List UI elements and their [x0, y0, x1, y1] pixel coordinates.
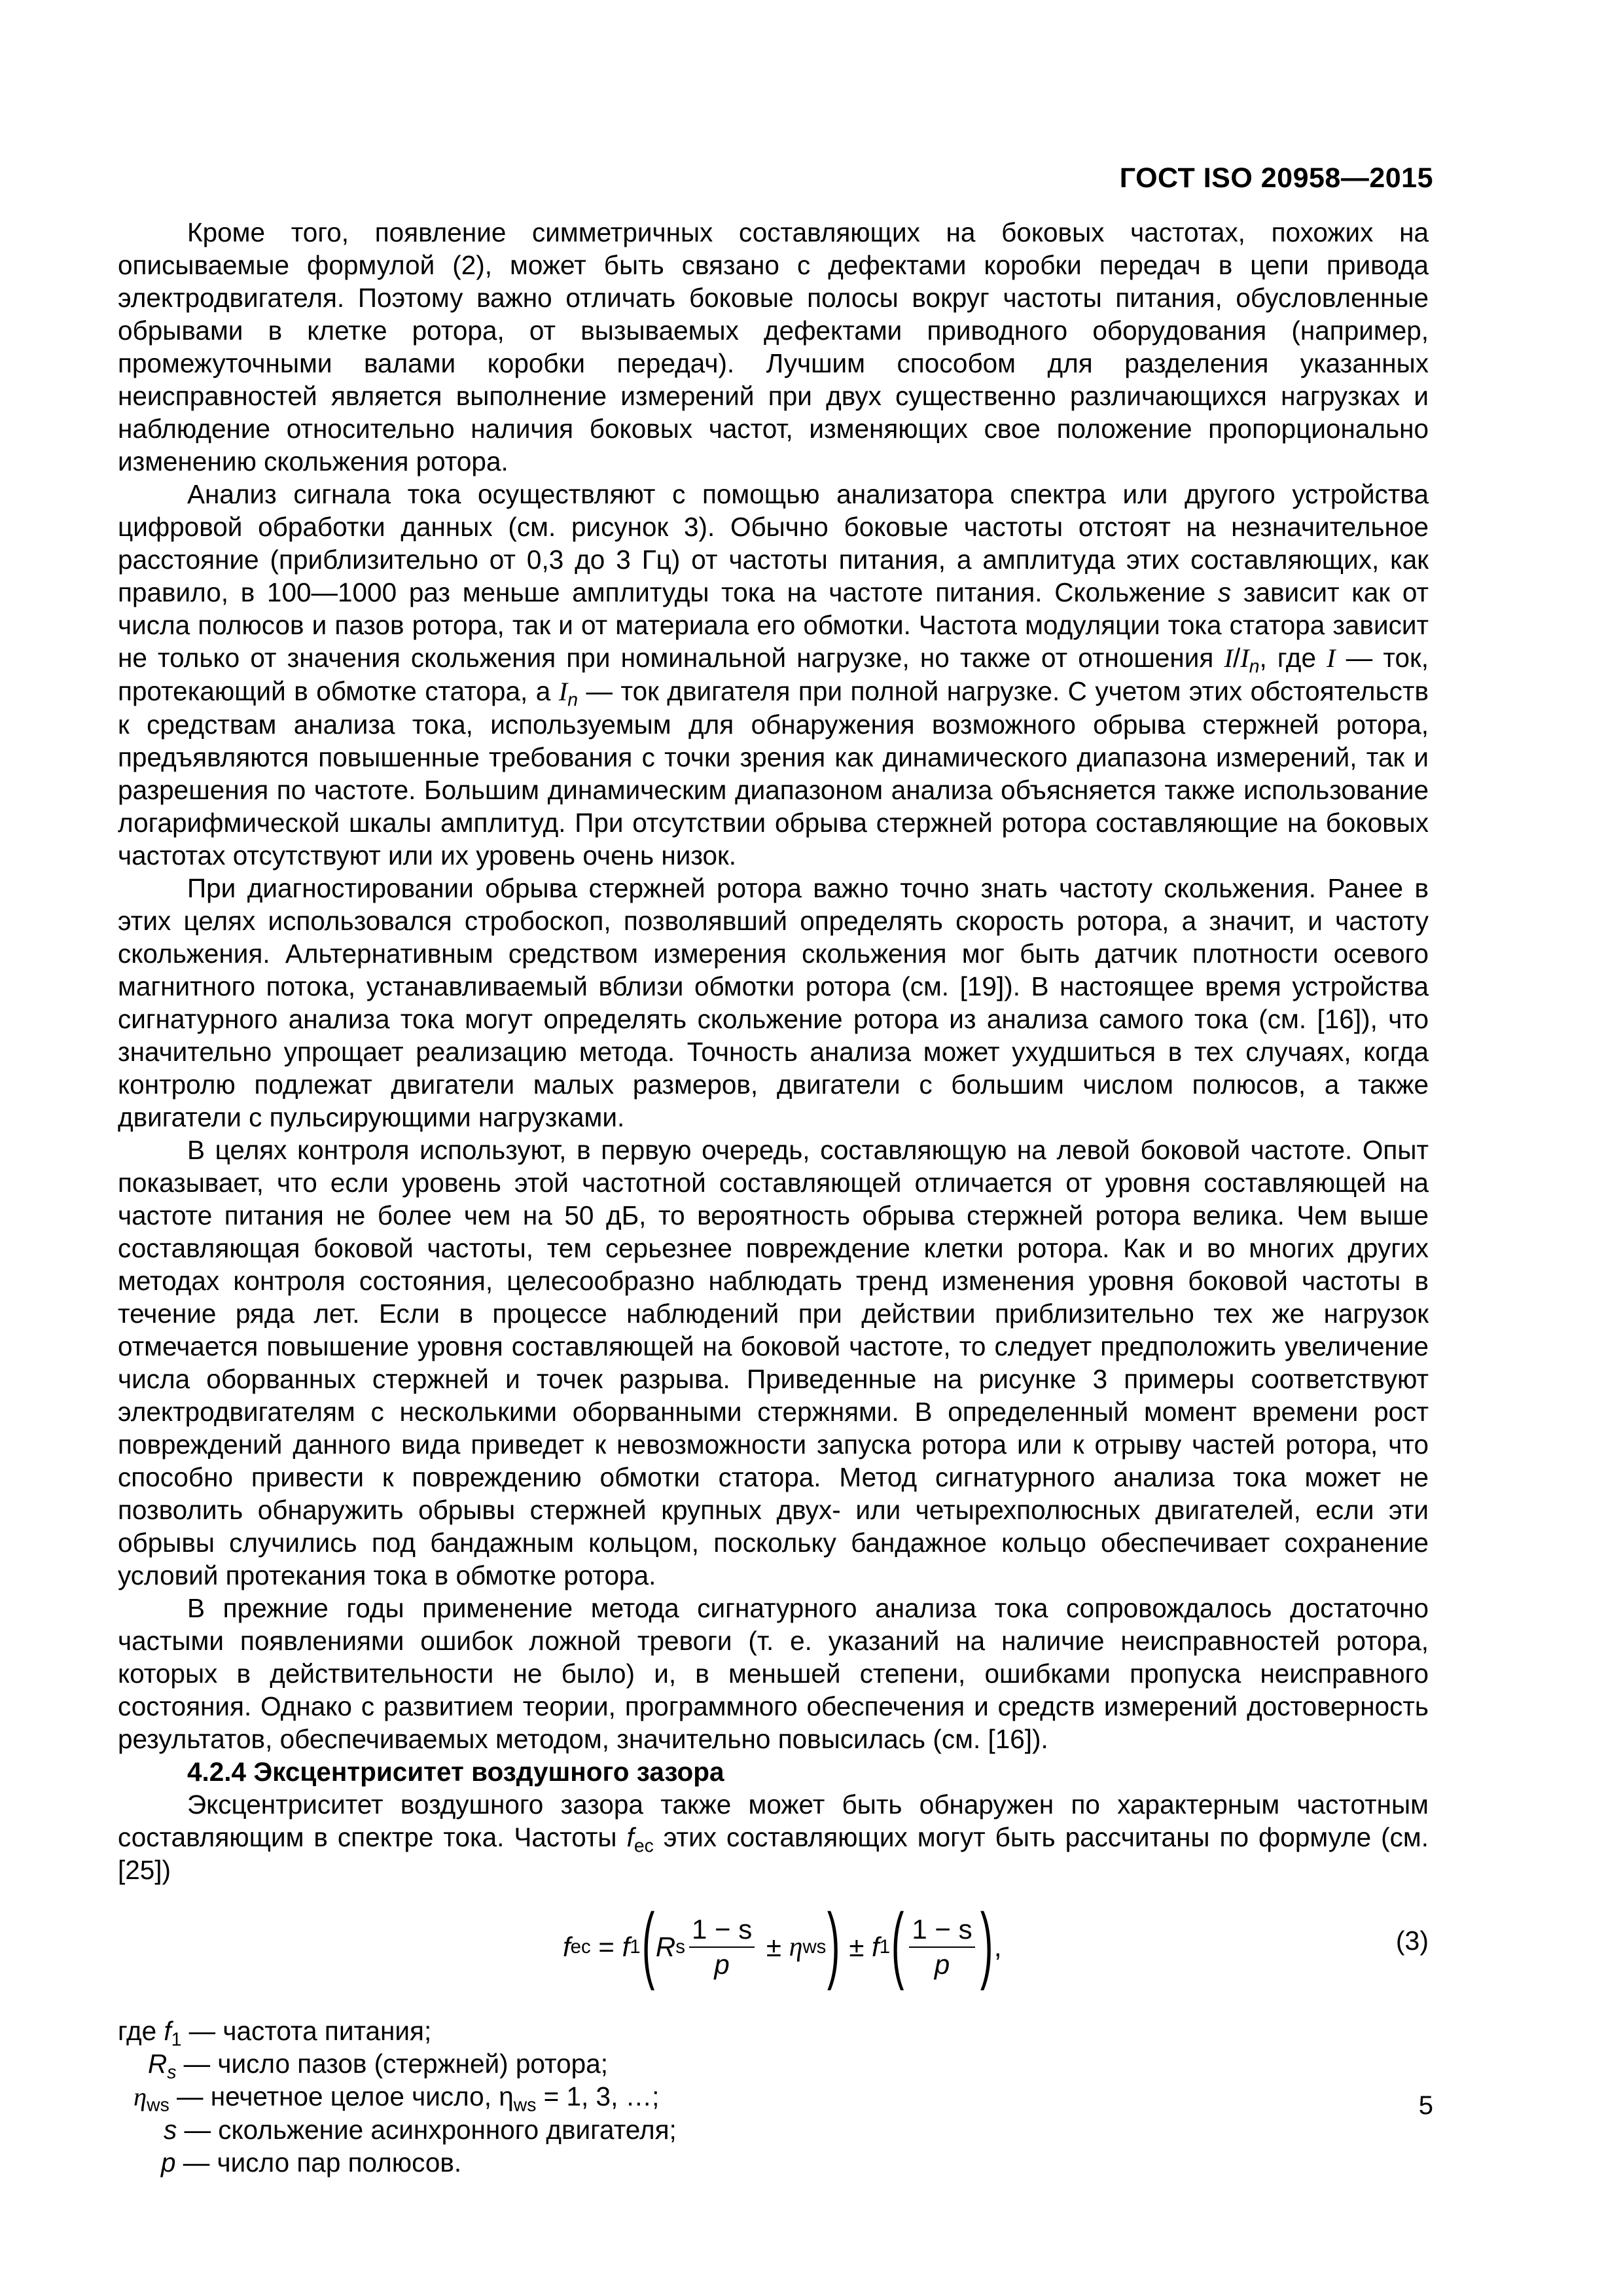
- legend-row-p: p — число пар полюсов.: [161, 2147, 462, 2178]
- legend-row-f1: где $f_1$ — частота питания;: [118, 2016, 432, 2051]
- equation-number: (3): [1395, 1926, 1429, 1956]
- paragraph-5: В прежние годы применение метода сигнатурного анализа тока сопровождалось достаточно частыми появлениями ошибок ложной тревоги (т. е. указаний на наличие неисправностей ротора, которых в действительности не было) и, в меньшей степени, ошибками пропуска неисправного состояния. Однако с развитием теории, программного обеспечения и средств измерений достоверность результатов, обеспечиваемых методом, значительно повысилась (см. [16]).: [118, 1593, 1429, 1754]
- right-paren-2: ): [980, 1895, 993, 1991]
- page-number: 5: [1418, 2091, 1433, 2120]
- fraction-2: $\frac{1 - s}{p}$: [909, 1914, 974, 1981]
- paragraph-2: Анализ сигнала тока осуществляют с помощью анализатора спектра или другого устройства цифровой обработки данных (см. рисунок 3). Обычно боковые частоты отстоят на незначительное расстояние (приблизительно от 0,3 до 3 Гц) от частоты питания, а амплитуда этих составляющих, как правило, в 100—1000 раз меньше амплитуды тока на частоте питания. Скольжение s зависит как от числа полюсов и пазов ротора, так и от материала его обмотки. Частота модуляции тока статора зависит не только от значения скольжения при номинальной нагрузке, но также от отношения $I/I_n$, где I — ток, протекающий в обмотке статора, а $I_n$ — ток двигателя при полной нагрузке. С учетом этих обстоятельств к средствам анализа тока, используемым для обнаружения возможного обрыва стержней ротора, предъявляются повышенные требования с точки зрения как динамического диапазона измерений, так и разрешения по частоте. Большим динамическим диапазоном анализа объясняется также использование логарифмической шкалы амплитуд. При отсутствии обрыва стержней ротора составляющие на боковых частотах отсутствуют или их уровень очень низок.: [118, 479, 1429, 870]
- formula-expression: f ec = f 1 ( R s $\frac{1 - s}{p}$ ± η ws ) ± f 1 ( $\frac{1 - s}{p}$ ) ,: [563, 1895, 1002, 1991]
- formula-legend: [118, 2015, 1429, 2179]
- section-heading: 4.2.4 Эксцентриситет воздушного зазора: [187, 1757, 724, 1787]
- fraction: $\frac{1 - s}{p}$: [689, 1914, 755, 1981]
- paragraph-4: В целях контроля используют, в первую очередь, составляющую на левой боковой частоте. Опыт показывает, что если уровень этой частотной составляющей отличается от уровня составляющей на частоте питания не более чем на 50 дБ, то вероятность обрыва стержней ротора велика. Чем выше составляющая боковой частоты, тем серьезнее повреждение клетки ротора. Как и во многих других методах контроля состояния, целесообразно наблюдать тренд изменения уровня боковой частоты в течение ряда лет. Если в процессе наблюдений при действии приблизительно тех же нагрузок отмечается повышение уровня составляющей на боковой частоте, то следует предположить увеличение числа оборванных стержней и точек разрыва. Приведенные на рисунке 3 примеры соответствуют электродвигателям с несколькими оборванными стержнями. В определенный момент времени рост повреждений данного вида приведет к невозможности запуска ротора или к отрыву частей ротора, что способно привести к повреждению обмотки статора. Метод сигнатурного анализа тока может не позволить обнаружить обрывы стержней крупных двух- или четырехполюсных двигателей, если эти обрывы случились под бандажным кольцом, поскольку бандажное кольцо обеспечивает сохранение условий протекания тока в обмотке ротора.: [118, 1135, 1429, 1590]
- current-symbol: I: [1224, 643, 1233, 673]
- standard-header: ГОСТ ISO 20958—2015: [1119, 162, 1433, 194]
- legend-row-s: s — скольжение асинхронного двигателя;: [164, 2115, 677, 2145]
- left-paren: (: [641, 1895, 655, 1991]
- legend-row-rs: $R_s$ — число пазов (стержней) ротора;: [148, 2049, 608, 2083]
- paragraph-3: При диагностировании обрыва стержней ротора важно точно знать частоту скольжения. Ранее в этих целях использовался стробоскоп, позволявший определять скорость ротора, а значит, и частоту скольжения. Альтернативным средством измерения скольжения мог быть датчик плотности осевого магнитного потока, устанавливаемый вблизи обмотки ротора (см. [19]). В настоящее время устройства сигнатурного анализа тока могут определять скольжение ротора из анализа самого тока (см. [16]), что значительно упрощает реализацию метода. Точность анализа может ухудшиться в тех случаях, когда контролю подлежат двигатели малых размеров, двигатели с большим числом полюсов, а также двигатели с пульсирующими нагрузками.: [118, 873, 1429, 1132]
- left-paren-2: (: [891, 1895, 904, 1991]
- right-paren: ): [827, 1895, 840, 1991]
- slip-symbol: s: [1217, 577, 1232, 607]
- body-text: [118, 216, 1429, 2179]
- paragraph-6: Эксцентриситет воздушного зазора также может быть обнаружен по характерным частотным составляющим в спектре тока. Частоты $f_{ec}$ этих составляющих могут быть рассчитаны по формуле (см. [25]): [118, 1789, 1429, 1885]
- legend-row-eta: $\eta_{ws}$ — нечетное целое число, $\eta_{ws} = 1$, 3, …;: [134, 2081, 660, 2116]
- paragraph-1: Кроме того, появление симметричных составляющих на боковых частотах, похожих на описываемые формулой (2), может быть связано с дефектами коробки передач в цепи привода электродвигателя. Поэтому важно отличать боковые полосы вокруг частоты питания, обусловленные обрывами в клетке ротора, от вызываемых дефектами приводного оборудования (например, промежуточными валами коробки передач). Лучшим способом для разделения указанных неисправностей является выполнение измерений при двух существенно различающихся нагрузках и наблюдение относительно наличия боковых частот, изменяющих свое положение пропорционально изменению скольжения ротора.: [118, 217, 1429, 476]
- formula-3: [118, 1892, 1429, 2003]
